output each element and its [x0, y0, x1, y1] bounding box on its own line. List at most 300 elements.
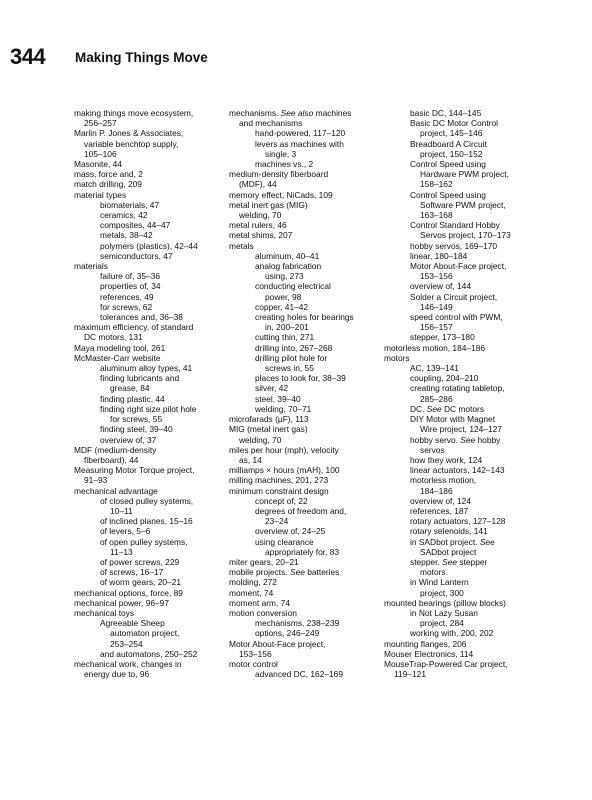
- index-entry-text: project, 145–146: [420, 128, 483, 139]
- index-entry: [74, 108, 224, 118]
- index-entry-text: mechanisms.: [229, 108, 279, 118]
- index-entry: [229, 455, 381, 465]
- index-entry-text: of inclined planes, 15–16: [100, 516, 193, 527]
- index-entry: [74, 598, 224, 608]
- index-entry: [74, 118, 224, 128]
- index-entry-text: screws in, 55: [265, 363, 314, 374]
- index-entry: [384, 557, 539, 567]
- index-entry-text: tolerances and, 36–38: [100, 312, 183, 323]
- index-entry-text: as, 14: [239, 454, 262, 465]
- index-entry-text: coupling, 204–210: [410, 373, 479, 384]
- index-entry-text: mechanical toys: [74, 607, 135, 618]
- index-entry: [74, 200, 224, 210]
- index-entry: [384, 251, 539, 261]
- index-entry: [74, 241, 224, 251]
- index-entry-text: advanced DC, 162–169: [255, 669, 344, 680]
- see-reference: See: [460, 434, 476, 445]
- index-entry: [229, 608, 381, 618]
- see-reference-target: machines: [315, 108, 352, 118]
- index-entry: [229, 230, 381, 240]
- index-entry-text: project, 284: [420, 618, 464, 629]
- index-entry: [74, 537, 224, 547]
- index-entry-text: motorless motion,: [410, 475, 477, 486]
- index-entry-text: silver, 42: [255, 383, 289, 394]
- index-entry-text: motors: [384, 352, 410, 363]
- index-entry-text: hand-powered, 117–120: [255, 128, 346, 139]
- index-entry-text: stepper, 173–180: [410, 332, 475, 343]
- index-entry-text: 10–11: [110, 505, 133, 516]
- index-entry: [74, 312, 224, 322]
- index-entry: [384, 506, 539, 516]
- index-entry: [74, 383, 224, 393]
- index-entry: [384, 475, 539, 485]
- index-entry-text: hobby servos, 169–170: [410, 240, 498, 251]
- index-entry-text: milling machines, 201, 273: [229, 475, 329, 486]
- index-entry: [384, 281, 539, 291]
- index-entry-text: drilling pilot hole for: [255, 352, 328, 363]
- index-entry-text: motors: [420, 567, 446, 578]
- index-entry: [384, 618, 539, 628]
- index-entry: [74, 659, 224, 669]
- index-entry: [384, 547, 539, 557]
- index-entry-text: in Wind Lantern: [410, 577, 469, 588]
- index-entry-text: Breadboard A Circuit: [410, 138, 487, 149]
- index-entry: [74, 526, 224, 536]
- index-entry-text: of power screws, 229: [100, 556, 180, 567]
- index-entry-text: for screws, 55: [110, 414, 163, 425]
- index-entry-text: finding steel, 39–40: [100, 424, 173, 435]
- index-entry: [384, 190, 539, 200]
- index-entry: [229, 659, 381, 669]
- see-reference: See: [426, 403, 442, 414]
- index-entry-text: grease, 84: [110, 383, 150, 394]
- index-entry: [384, 302, 539, 312]
- index-entry: [384, 363, 539, 373]
- index-entry: [229, 486, 381, 496]
- index-entry: [229, 322, 381, 332]
- index-entry-text: of closed pulley systems,: [100, 495, 194, 506]
- index-entry: [74, 179, 224, 189]
- index-entry: [74, 149, 224, 159]
- index-entry-text: biomaterials, 47: [100, 199, 160, 210]
- see-reference-target: hobby: [477, 434, 501, 445]
- index-entry: [74, 251, 224, 261]
- index-entry-text: ceramics, 42: [100, 210, 148, 221]
- index-entry: [74, 292, 224, 302]
- index-entry-text: medium-density fiberboard: [229, 169, 329, 180]
- index-entry-text: 146–149: [420, 301, 453, 312]
- index-entry: [384, 312, 539, 322]
- index-entry-text: mounting flanges, 206: [384, 638, 467, 649]
- index-entry: [384, 455, 539, 465]
- see-reference: See: [442, 556, 458, 567]
- index-entry: [229, 557, 381, 567]
- index-entry-text: memory effect, NiCads, 109: [229, 189, 333, 200]
- index-entry: [384, 220, 539, 230]
- index-entry-text: Masonite, 44: [74, 159, 122, 170]
- index-entry: [229, 190, 381, 200]
- index-entry-text: miter gears, 20–21: [229, 556, 299, 567]
- index-entry-text: Control Speed using: [410, 159, 486, 170]
- index-entry: [384, 139, 539, 149]
- index-entry-text: moment, 74: [229, 587, 274, 598]
- index-entry: [384, 567, 539, 577]
- index-entry-text: MDF (medium-density: [74, 444, 157, 455]
- index-entry-text: DC.: [410, 403, 425, 414]
- index-entry: [384, 261, 539, 271]
- index-entry: [74, 516, 224, 526]
- index-entry: [384, 159, 539, 169]
- index-entry-text: 253–254: [110, 638, 143, 649]
- index-entry: [229, 241, 381, 251]
- index-entry-text: Agreeable Sheep: [100, 618, 165, 629]
- index-entry: [229, 312, 381, 322]
- index-entry: [384, 639, 539, 649]
- index-entry: [384, 526, 539, 536]
- index-entry-text: concept of, 22: [255, 495, 308, 506]
- index-entry-text: Solder a Circuit project,: [410, 291, 498, 302]
- index-entry: [229, 108, 381, 118]
- index-entry-text: 153–156: [420, 271, 453, 282]
- see-reference-target: stepper: [459, 556, 488, 567]
- index-entry-text: 119–121: [394, 669, 426, 680]
- index-entry: [229, 281, 381, 291]
- index-entry: [229, 618, 381, 628]
- index-entry-text: minimum constraint design: [229, 485, 329, 496]
- index-entry-text: McMaster-Carr website: [74, 352, 161, 363]
- index-entry-text: Wire project, 124–127: [420, 424, 502, 435]
- index-entry-text: moment arm, 74: [229, 597, 290, 608]
- index-entry-text: project, 150–152: [420, 148, 483, 159]
- see-reference: See: [289, 567, 305, 578]
- index-entry: [384, 424, 539, 434]
- index-entry-text: project, 300: [420, 587, 464, 598]
- index-entry-text: 91–93: [84, 475, 108, 486]
- index-entry-text: single, 3: [265, 148, 297, 159]
- index-entry-text: for screws, 62: [100, 301, 153, 312]
- index-entry-text: servos: [420, 444, 445, 455]
- index-entry: [74, 271, 224, 281]
- index-entry-text: in SADbot project.: [410, 536, 478, 547]
- index-entry-text: steel, 39–40: [255, 393, 301, 404]
- index-entry-text: motion conversion: [229, 607, 297, 618]
- index-entry: [74, 567, 224, 577]
- index-entry-text: overview of, 24–25: [255, 526, 326, 537]
- index-entry: [229, 496, 381, 506]
- index-entry-text: Mouser Electronics, 114: [384, 648, 474, 659]
- index-entry: [74, 261, 224, 271]
- index-entry-text: Software PWM project,: [420, 199, 506, 210]
- index-column-2: [229, 108, 381, 679]
- index-entry-text: making things move ecosystem,: [74, 108, 194, 118]
- index-entry-text: MouseTrap-Powered Car project,: [384, 658, 508, 669]
- index-entry: [229, 537, 381, 547]
- index-entry-text: material types: [74, 189, 127, 200]
- index-entry: [74, 128, 224, 138]
- index-entry: [384, 414, 539, 424]
- index-entry: [74, 363, 224, 373]
- index-entry-text: 105–106: [84, 148, 117, 159]
- index-entry: [74, 424, 224, 434]
- index-entry-text: metal inert gas (MIG): [229, 199, 308, 210]
- index-entry: [384, 271, 539, 281]
- index-entry: [384, 230, 539, 240]
- index-entry-text: copper, 41–42: [255, 301, 309, 312]
- index-entry-text: in Not Lazy Susan: [410, 607, 478, 618]
- index-entry: [229, 577, 381, 587]
- index-entry: [229, 139, 381, 149]
- index-entry: [384, 210, 539, 220]
- index-entry-text: creating rotating tabletop,: [410, 383, 505, 394]
- index-entry: [229, 251, 381, 261]
- index-entry-text: motor control: [229, 658, 278, 669]
- index-entry: [384, 537, 539, 547]
- index-entry-text: appropriately for, 83: [265, 546, 340, 557]
- index-entry: [229, 343, 381, 353]
- index-column-3: [384, 108, 539, 679]
- index-entry-text: overview of, 37: [100, 434, 157, 445]
- index-entry-text: 163–168: [420, 210, 453, 221]
- index-entry: [74, 486, 224, 496]
- index-entry-text: mass, force and, 2: [74, 169, 143, 180]
- index-entry: [74, 557, 224, 567]
- index-entry-text: Control Standard Hobby: [410, 220, 500, 231]
- index-entry: [384, 496, 539, 506]
- index-entry-text: places to look for, 38–39: [255, 373, 346, 384]
- index-entry-text: 158–162: [420, 179, 453, 190]
- index-entry: [229, 465, 381, 475]
- index-entry-text: maximum efficiency, of standard: [74, 322, 194, 333]
- index-entry: [74, 322, 224, 332]
- index-entry-text: using, 273: [265, 271, 304, 282]
- index-entry: [384, 383, 539, 393]
- index-entry-text: degrees of freedom and,: [255, 505, 347, 516]
- index-entry: [384, 343, 539, 353]
- index-entry: [229, 271, 381, 281]
- index-entry-text: AC, 139–141: [410, 363, 459, 374]
- index-entry: [74, 210, 224, 220]
- index-entry-text: how they work, 124: [410, 454, 483, 465]
- index-entry-text: DIY Motor with Magnet: [410, 414, 496, 425]
- index-entry: [74, 332, 224, 342]
- index-entry-text: Basic DC Motor Control: [410, 118, 498, 129]
- index-entry: [229, 506, 381, 516]
- index-entry-text: aluminum, 40–41: [255, 250, 320, 261]
- index-entry: [74, 190, 224, 200]
- index-entry-text: Maya modeling tool, 261: [74, 342, 166, 353]
- index-entry: [229, 516, 381, 526]
- index-entry: [229, 292, 381, 302]
- index-entry: [384, 404, 539, 414]
- index-entry: [384, 445, 539, 455]
- index-entry-text: overview of, 124: [410, 495, 471, 506]
- index-entry: [229, 210, 381, 220]
- index-entry-text: motorless motion, 184–186: [384, 342, 486, 353]
- index-entry: [384, 128, 539, 138]
- index-entry: [229, 373, 381, 383]
- see-reference: See also: [280, 108, 314, 118]
- index-entry: [74, 414, 224, 424]
- index-entry-text: hobby servo.: [410, 434, 458, 445]
- index-entry-text: 23–24: [265, 516, 289, 527]
- index-entry: [229, 383, 381, 393]
- index-entry-text: (MDF), 44: [239, 179, 277, 190]
- index-entry-text: composites, 44–47: [100, 220, 171, 231]
- index-entry: [384, 200, 539, 210]
- index-entry: [229, 547, 381, 557]
- index-entry-text: stepper.: [410, 556, 440, 567]
- index-entry: [384, 465, 539, 475]
- index-entry-text: rotary selenoids, 141: [410, 526, 488, 537]
- index-entry: [384, 577, 539, 587]
- index-entry: [384, 149, 539, 159]
- index-entry-text: and automatons, 250–252: [100, 648, 198, 659]
- index-entry-text: fiberboard), 44: [84, 454, 139, 465]
- index-entry: [74, 139, 224, 149]
- index-entry: [384, 588, 539, 598]
- index-entry: [74, 577, 224, 587]
- index-entry-text: metals: [229, 240, 254, 251]
- index-entry: [74, 435, 224, 445]
- index-entry: [229, 302, 381, 312]
- index-entry-text: power, 98: [265, 291, 302, 302]
- page-number: 344: [10, 44, 46, 69]
- index-entry-text: molding, 272: [229, 577, 277, 588]
- index-entry: [384, 486, 539, 496]
- index-entry-text: mechanical work, changes in: [74, 658, 182, 669]
- index-entry-text: SADbot project: [420, 546, 477, 557]
- index-entry: [384, 332, 539, 342]
- index-entry-text: of levers, 5–6: [100, 526, 151, 537]
- index-entry: [384, 118, 539, 128]
- index-entry-text: MIG (metal inert gas): [229, 424, 308, 435]
- index-column-1: [74, 108, 224, 679]
- index-entry-text: Hardware PWM project,: [420, 169, 509, 180]
- index-entry-text: materials: [74, 261, 108, 272]
- index-entry-text: automaton project,: [110, 628, 180, 639]
- index-entry-text: mechanical advantage: [74, 485, 158, 496]
- index-entry-text: metal rulers, 46: [229, 220, 287, 231]
- index-entry-text: aluminum alloy types, 41: [100, 363, 193, 374]
- see-reference: See: [479, 536, 495, 547]
- index-entry-text: mechanical options, force, 89: [74, 587, 183, 598]
- index-entry-text: overview of, 144: [410, 281, 471, 292]
- index-entry-text: speed control with PWM,: [410, 312, 503, 323]
- index-entry: [229, 628, 381, 638]
- index-entry-text: mechanisms, 238–239: [255, 618, 340, 629]
- index-entry-text: in, 200–201: [265, 322, 309, 333]
- index-entry-text: creating holes for bearings: [255, 312, 354, 323]
- index-entry: [229, 220, 381, 230]
- index-entry: [384, 394, 539, 404]
- index-entry-text: welding, 70: [239, 210, 282, 221]
- index-entry: [74, 343, 224, 353]
- index-entry: [229, 179, 381, 189]
- index-entry: [74, 618, 224, 628]
- index-entry: [229, 200, 381, 210]
- index-entry: [74, 588, 224, 598]
- see-reference-target: DC motors: [444, 403, 485, 414]
- index-entry: [229, 588, 381, 598]
- index-entry: [74, 608, 224, 618]
- index-entry: [229, 404, 381, 414]
- index-entry: [74, 394, 224, 404]
- index-entry: [74, 220, 224, 230]
- index-entry: [229, 118, 381, 128]
- index-entry-text: finding plastic, 44: [100, 393, 165, 404]
- index-entry: [74, 353, 224, 363]
- index-entry-text: mobile projects.: [229, 567, 288, 578]
- index-entry-text: machines vs., 2: [255, 159, 314, 170]
- index-entry: [74, 169, 224, 179]
- index-entry: [229, 567, 381, 577]
- index-entry: [74, 547, 224, 557]
- index-entry-text: conducting electrical: [255, 281, 331, 292]
- index-entry-text: 156–157: [420, 322, 453, 333]
- index-entry-text: polymers (plastics), 42–44: [100, 240, 198, 251]
- index-entry: [384, 435, 539, 445]
- index-entry: [384, 353, 539, 363]
- index-entry-text: properties of, 34: [100, 281, 161, 292]
- index-entry: [229, 649, 381, 659]
- index-entry: [384, 608, 539, 618]
- index-entry-text: 184–186: [420, 485, 453, 496]
- index-entry-text: basic DC, 144–145: [410, 108, 482, 118]
- index-entry-text: DC motors, 131: [84, 332, 143, 343]
- index-entry: [229, 169, 381, 179]
- index-entry: [384, 292, 539, 302]
- index-entry-text: and mechanisms: [239, 118, 303, 129]
- index-entry-text: failure of, 35–36: [100, 271, 161, 282]
- index-entry: [384, 659, 539, 669]
- index-entry-text: Measuring Motor Torque project,: [74, 465, 195, 476]
- index-entry-text: variable benchtop supply,: [84, 138, 179, 149]
- index-entry-text: drilling into, 267–268: [255, 342, 333, 353]
- index-entry-text: levers as machines with: [255, 138, 344, 149]
- index-entry: [384, 241, 539, 251]
- index-entry: [74, 404, 224, 414]
- index-entry-text: 11–13: [110, 546, 133, 557]
- index-entry-text: mechanical power, 96–97: [74, 597, 169, 608]
- index-entry: [74, 475, 224, 485]
- index-entry: [229, 424, 381, 434]
- index-entry: [384, 598, 539, 608]
- index-entry-text: using clearance: [255, 536, 314, 547]
- index-entry: [229, 261, 381, 271]
- index-entry-text: metal shims, 207: [229, 230, 293, 241]
- index-entry: [74, 506, 224, 516]
- index-entry: [384, 669, 539, 679]
- index-entry: [229, 639, 381, 649]
- index-entry-text: Servos project, 170–173: [420, 230, 511, 241]
- index-entry: [229, 598, 381, 608]
- index-entry-text: miles per hour (mph), velocity: [229, 444, 339, 455]
- index-entry: [229, 435, 381, 445]
- index-entry: [229, 526, 381, 536]
- index-entry: [229, 332, 381, 342]
- index-entry-text: cutting thin, 271: [255, 332, 315, 343]
- index-entry: [384, 169, 539, 179]
- index-entry: [229, 128, 381, 138]
- index-entry-text: of screws, 16–17: [100, 567, 164, 578]
- index-entry-text: linear actuators, 142–143: [410, 465, 505, 476]
- index-entry: [229, 149, 381, 159]
- index-entry: [74, 669, 224, 679]
- index-entry: [74, 159, 224, 169]
- index-entry: [74, 465, 224, 475]
- index-entry-text: 256–257: [84, 118, 117, 129]
- index-entry-text: milliamps × hours (mAH), 100: [229, 465, 340, 476]
